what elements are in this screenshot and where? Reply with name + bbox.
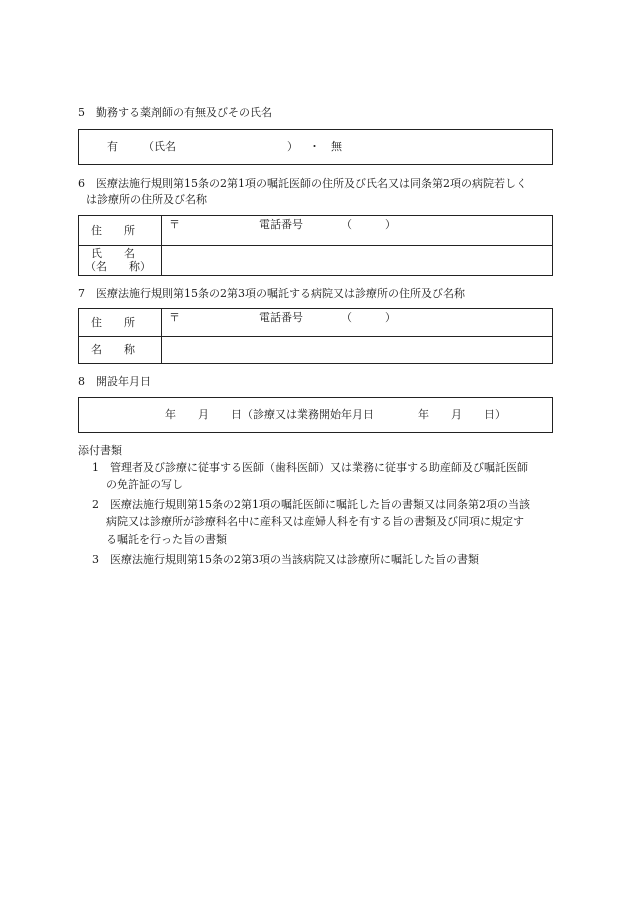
- section7-address-field[interactable]: [163, 309, 551, 335]
- section8-heading: 8 開設年月日: [78, 375, 151, 388]
- name-open: （氏名: [143, 140, 176, 153]
- attachment-3-line1: 3 医療法施行規則第15条の2第3項の当該病院又は診療所に嘱託した旨の書類: [92, 553, 479, 566]
- attachment-2-line1: 2 医療法施行規則第15条の2第1項の嘱託医師に嘱託した旨の書類又は同条第2項の当該: [92, 498, 530, 511]
- section6-row-divider: [79, 245, 552, 246]
- attachment-1-line2: の免許証の写し: [106, 478, 183, 491]
- section7-phone-label: 電話番号: [259, 311, 303, 324]
- section7-name-field[interactable]: [163, 337, 551, 363]
- section6-phone-label: 電話番号: [259, 218, 303, 231]
- yes-no-separator: ・: [309, 140, 320, 153]
- yes-label[interactable]: 有: [107, 140, 118, 153]
- section6-name-label-line2: （名 称）: [85, 260, 151, 273]
- section6-address-field[interactable]: [163, 216, 551, 244]
- section6-name-label-line1: 氏 名: [91, 247, 135, 260]
- attachment-2-line3: る嘱託を行った旨の書類: [106, 533, 227, 546]
- attachments-heading: 添付書類: [78, 444, 122, 457]
- section7-phone-parens: （ ）: [341, 311, 396, 324]
- section6-heading-line2: は診療所の住所及び名称: [86, 193, 207, 206]
- section7-name-label: 名 称: [91, 343, 135, 356]
- opening-date-line: 年 月 日（診療又は業務開始年月日 年 月 日）: [165, 408, 506, 421]
- attachment-2-line2: 病院又は診療所が診療科名中に産科又は産婦人科を有する旨の書類及び同項に規定す: [106, 515, 524, 528]
- section7-postal-mark: 〒: [169, 311, 180, 324]
- section6-table: [78, 215, 553, 276]
- section7-address-label: 住 所: [91, 316, 135, 329]
- section6-address-label: 住 所: [91, 224, 135, 237]
- section7-table: [78, 308, 553, 364]
- section7-heading: 7 医療法施行規則第15条の2第3項の嘱託する病院又は診療所の住所及び名称: [78, 287, 465, 300]
- attachment-1-line1: 1 管理者及び診療に従事する医師（歯科医師）又は業務に従事する助産師及び嘱託医師: [92, 461, 528, 474]
- section5-box: [78, 129, 553, 165]
- name-close: ）: [287, 140, 298, 153]
- section6-phone-parens: （ ）: [341, 218, 396, 231]
- section6-postal-mark: 〒: [169, 218, 180, 231]
- section8-box[interactable]: [78, 397, 553, 433]
- section6-heading-line1: 6 医療法施行規則第15条の2第1項の嘱託医師の住所及び氏名又は同条第2項の病院若しく: [78, 177, 527, 190]
- section5-heading: 5 勤務する薬剤師の有無及びその氏名: [78, 106, 272, 119]
- no-label[interactable]: 無: [331, 140, 342, 153]
- section6-name-field[interactable]: [163, 247, 551, 275]
